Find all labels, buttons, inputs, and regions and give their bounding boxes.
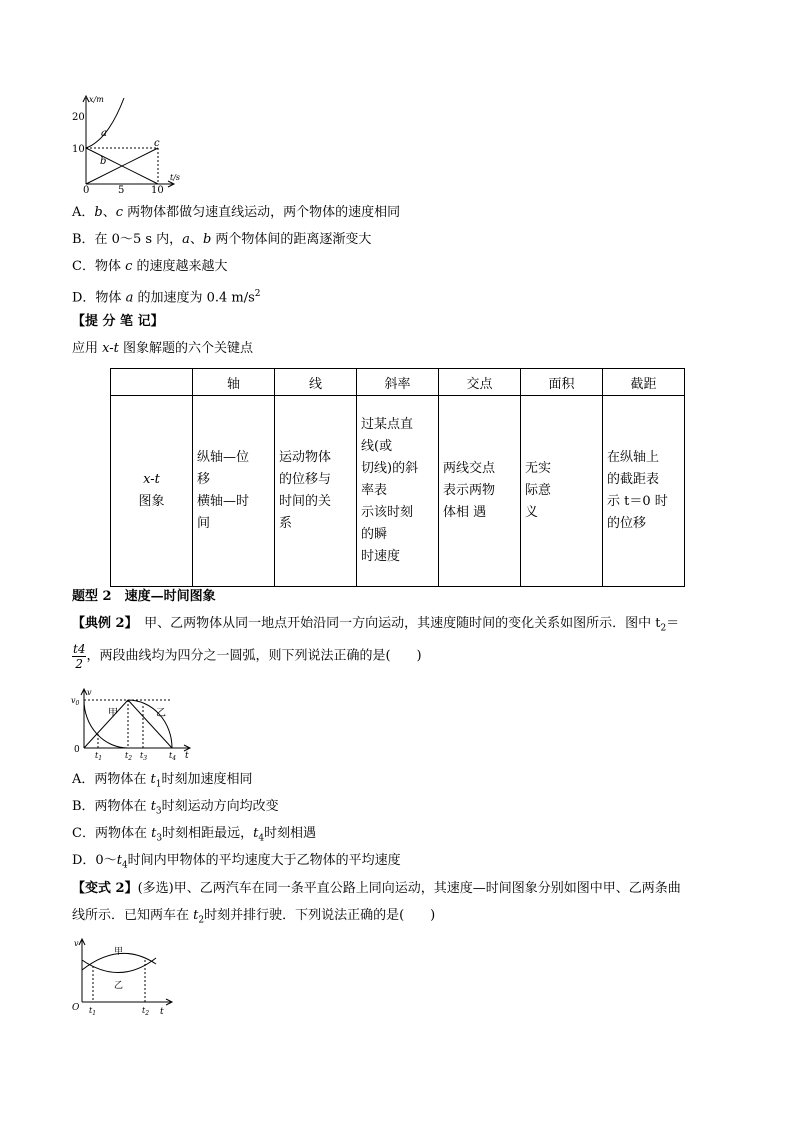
example2-line1: 【典例 2】 甲、乙两物体从同一地点开始沿同一方向运动，其速度随时间的变化关系如图所示．图中 $t_2=$ [72,616,680,634]
tick-t1: $t_1$ [89,1006,97,1017]
origin: O [72,1003,80,1013]
header-axis: 轴 [193,369,275,396]
key-points-table [110,368,685,587]
xtick-0: 0 [83,185,90,194]
header-empty [111,369,193,396]
variant2-line1: 【变式 2】(多选)甲、乙两汽车在同一条平直公路上同向运动，其速度—时间图象分别如图中甲、乙两条曲 [72,881,681,896]
curve-a [86,98,124,148]
line-yi-1 [84,700,128,748]
header-slope: 斜率 [357,369,439,396]
tick-t1: $t_1$ [95,751,103,762]
vt-graph-example [70,686,200,762]
t-axis-label: t [160,1007,164,1017]
label-a: a [101,128,107,139]
label-yi: 乙 [114,981,124,991]
xtick-10: 10 [151,185,164,194]
label-jia: 甲 [108,708,118,719]
header-intercept: 截距 [603,369,685,396]
q2-option-a: A．两物体在 $t_1$时刻加速度相同 [72,772,253,790]
cell-intersection: 两线交点 表示两物 体相 遇 [439,396,521,587]
q2-option-d: D．$0\sim t_4$时间内甲物体的平均速度大于乙物体的平均速度 [72,853,401,871]
xtick-5: 5 [118,185,125,194]
fraction-t4-over-2: $\frac{t4}{2}$ [73,642,86,671]
ylabel: x/m [89,95,104,104]
q2-option-c: C．两物体在 $t_3$时刻相距最远，$t_4$时刻相遇 [72,826,317,844]
variant2-line2: 线所示．已知两车在 $t_2$时刻并排行驶．下列说法正确的是( ) [72,908,436,926]
row-head: x-t 图象 [111,396,193,587]
t-axis-label: t [185,751,189,761]
ylabel: v [87,688,92,697]
header-intersection: 交点 [439,369,521,396]
xlabel: t/s [170,173,181,182]
q2-option-b: B．两物体在 $t_3$时刻运动方向均改变 [72,799,279,817]
ytick-10: 10 [72,144,85,155]
q1-option-b: B．在 0～5 s 内，a、b 两个物体间的距离逐渐变大 [72,232,372,247]
q1-option-a: A．b、c 两物体都做匀速直线运动，两个物体的速度相同 [72,205,401,220]
q1-option-c: C．物体 c 的速度越来越大 [72,259,228,274]
notes-heading: 【提 分 笔 记】 [72,314,164,329]
origin: 0 [74,745,80,755]
tick-t3: $t_3$ [140,751,148,762]
header-area: 面积 [521,369,603,396]
cell-intercept: 在纵轴上 的截距表 示 t＝0 时 的位移 [603,396,685,587]
v0-label: $v_0$ [71,696,80,707]
label-b: b [100,156,107,167]
notes-intro: 应用 x-t 图象解题的六个关键点 [72,341,254,356]
cell-area: 无实 际意 义 [521,396,603,587]
label-c: c [154,138,160,149]
ylabel: v [74,939,79,948]
example2-line2: $\frac{t4}{2}$ ，两段曲线均为四分之一圆弧，则下列说法正确的是( ) [73,642,422,671]
section-title: 题型 2 速度—时间图象 [72,589,216,604]
q1-option-d: D．物体 a 的加速度为 0.4 $m/s^2$ [72,289,261,306]
xt-graph [70,92,190,194]
cell-line: 运动物体 的位移与 时间的关 系 [275,396,357,587]
label-jia: 甲 [114,947,124,957]
label-yi: 乙 [156,708,166,719]
tick-t2: $t_2$ [142,1006,150,1017]
header-line: 线 [275,369,357,396]
tick-t4: $t_4$ [169,751,177,762]
tick-t2: $t_2$ [125,751,133,762]
cell-slope: 过某点直 线(或 切线)的斜 率表 示该时刻 的瞬 时速度 [357,396,439,587]
vt-graph-variant [70,936,180,1018]
cell-axis: 纵轴—位 移 横轴—时 间 [193,396,275,587]
ytick-20: 20 [72,112,85,123]
